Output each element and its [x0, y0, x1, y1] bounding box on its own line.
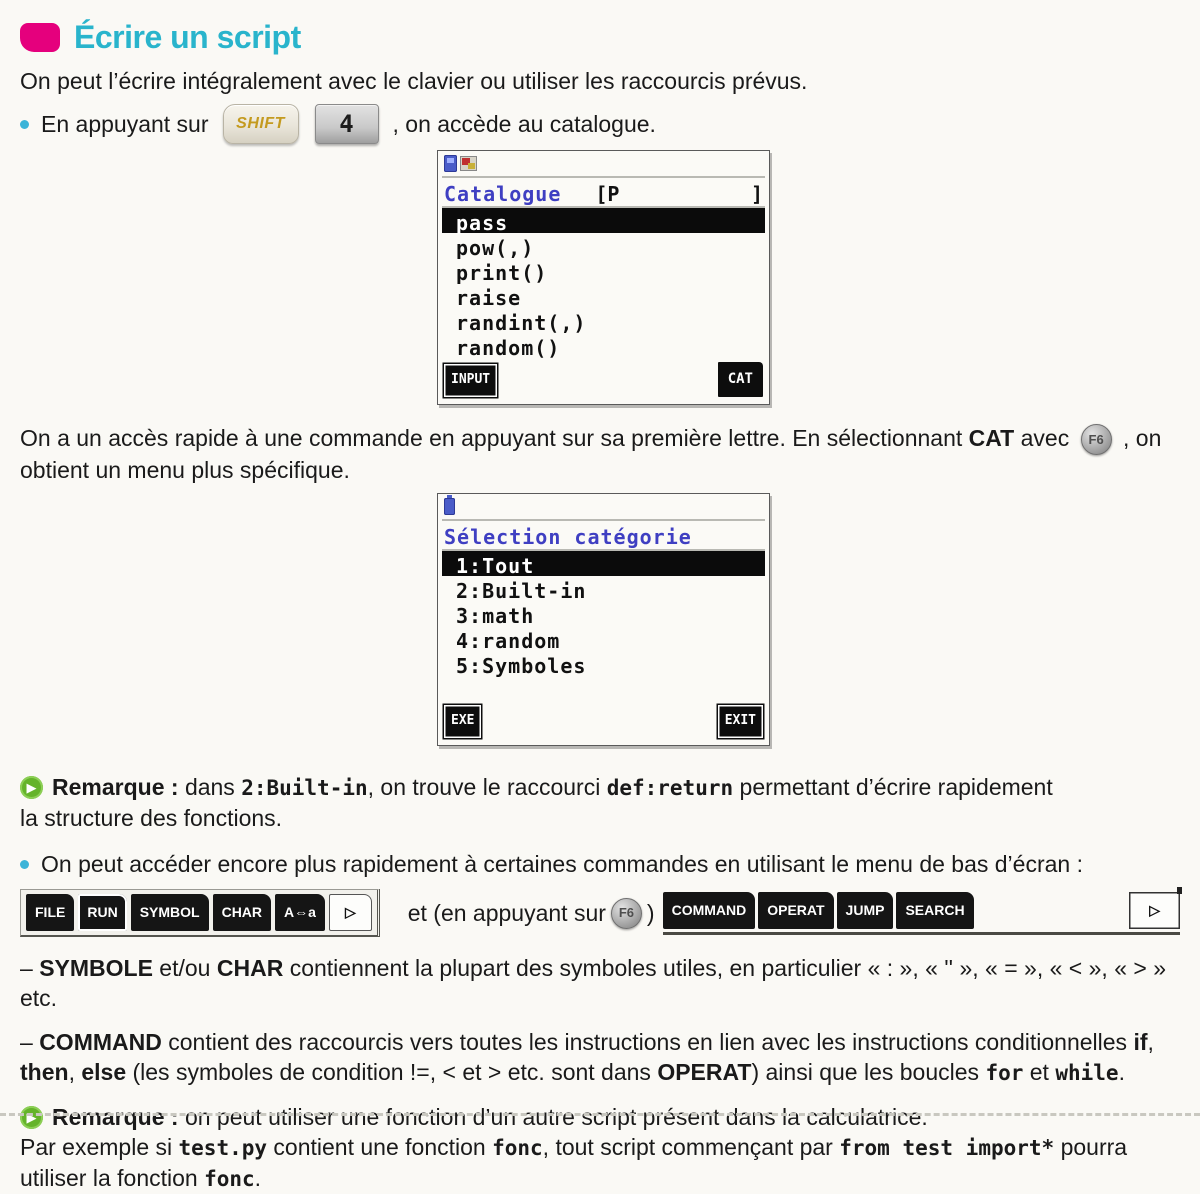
search-tab[interactable]: SEARCH: [896, 892, 973, 929]
remark-builtin: [20, 772, 1180, 803]
exit-softkey[interactable]: EXIT: [718, 705, 763, 738]
magenta-section-marker: [20, 23, 60, 52]
bullet1-text-post: , on accède au catalogue.: [392, 111, 656, 137]
menubar-command-wrap: [663, 892, 1180, 935]
bullet-bottom-menu: [20, 849, 1180, 879]
connector-post: ): [646, 900, 655, 927]
calc2-list-item[interactable]: 2:Built-in: [456, 579, 587, 604]
calc1-title: Catalogue: [444, 182, 562, 206]
calculator-screenshot-catalogue: [437, 150, 770, 405]
calc1-status-bar: [442, 154, 765, 178]
calc2-list-item[interactable]: 3:math: [456, 604, 535, 629]
cyan-bullet-icon: [20, 120, 29, 129]
operat-tab[interactable]: OPERAT: [758, 892, 833, 929]
jump-tab[interactable]: JUMP: [837, 892, 894, 929]
calc2-selected-item[interactable]: 1:Tout: [442, 551, 765, 576]
f6-key[interactable]: F6: [611, 898, 642, 929]
calc2-softkey-bar: [442, 703, 765, 740]
connector-text: [408, 898, 655, 929]
calc1-list-item[interactable]: raise: [456, 286, 522, 310]
symbole-paragraph: – SYMBOLE et/ou CHAR contiennent la plupart des symboles utiles, en particulier « : », « '' », « = », « < », « > » etc.: [20, 955, 1166, 1012]
remark-builtin-text: Remarque : dans 2:Built-in, on trouve le raccourci def:return permettant d’écrire rapidement: [52, 774, 1053, 801]
calc1-list-item[interactable]: random(): [456, 336, 561, 360]
cyan-bullet-icon: [20, 860, 29, 869]
section-heading: [20, 19, 1180, 55]
remark-import: [20, 1102, 1180, 1132]
char-tab[interactable]: CHAR: [213, 894, 271, 931]
remark-import-line2: Par exemple si test.py contient une fonction fonc, tout script commençant par from test import* pourra utiliser la fonction fonc.: [20, 1134, 1128, 1192]
calc2-title-row: [442, 521, 765, 551]
calc1-softkey-bar: [442, 360, 765, 399]
cat-softkey[interactable]: CAT: [718, 362, 763, 397]
calc1-title-row: [442, 178, 765, 208]
calc1-search-prefix: [P: [595, 182, 620, 206]
menubar-command: [663, 892, 974, 929]
calc1-list-item[interactable]: print(): [456, 261, 548, 285]
bullet-shortcut-keys: [20, 104, 1180, 144]
menubar-file: [20, 889, 380, 937]
command-tab[interactable]: COMMAND: [663, 892, 756, 929]
next-page-arrow-icon[interactable]: ▷: [1129, 892, 1180, 929]
remark-arrow-icon: ▶: [20, 1106, 43, 1129]
shift-keycap[interactable]: SHIFT: [223, 104, 299, 144]
f6-key[interactable]: F6: [1081, 424, 1112, 455]
page-title: Écrire un script: [74, 19, 301, 55]
symbol-tab[interactable]: SYMBOL: [131, 894, 209, 931]
run-tab[interactable]: RUN: [78, 894, 126, 931]
case-toggle-tab[interactable]: A⇔a: [275, 894, 325, 931]
bottom-menus-row: [20, 889, 1180, 937]
next-page-arrow-icon[interactable]: ▷: [329, 894, 372, 931]
input-softkey[interactable]: INPUT: [444, 364, 497, 397]
cat-paragraph: [20, 423, 1180, 485]
calc1-list-item[interactable]: pow(,): [456, 236, 535, 260]
cat-paragraph-part1: On a un accès rapide à une commande en appuyant sur sa première lettre. En sélectionnant CAT avec: [20, 425, 1070, 451]
calc2-list-item[interactable]: 4:random: [456, 629, 561, 654]
remark-builtin-line2: la structure des fonctions.: [20, 805, 283, 832]
calculator-screenshot-categories: [437, 493, 770, 746]
calc1-search-bracket-close: ]: [750, 182, 763, 206]
bullet1-text-pre: En appuyant sur: [41, 111, 209, 137]
status-picture-icon: [460, 156, 477, 171]
exe-softkey[interactable]: EXE: [444, 705, 481, 738]
battery-icon: [444, 498, 455, 515]
calc1-list-item[interactable]: randint(,): [456, 311, 587, 335]
file-tab[interactable]: FILE: [26, 894, 74, 931]
remark-import-line1: Remarque : on peut utiliser une fonction d’un autre script présent dans la calculatrice.: [52, 1104, 928, 1131]
command-paragraph: – COMMAND contient des raccourcis vers toutes les instructions en lien avec les instructions conditionnelles if, then, else (les symboles de condition !=, < et > etc. sont dans OPERAT) ainsi que les boucles for et while.: [20, 1029, 1154, 1086]
intro-paragraph: On peut l’écrire intégralement avec le clavier ou utiliser les raccourcis prévus.: [20, 68, 808, 94]
connector-pre: et (en appuyant sur: [407, 900, 606, 927]
python-app-icon: [444, 155, 457, 172]
digit-4-keycap[interactable]: 4: [315, 104, 379, 144]
remark-arrow-icon: ▶: [20, 776, 43, 799]
calc1-selected-item[interactable]: pass: [442, 208, 765, 233]
calc2-title: Sélection catégorie: [444, 525, 692, 550]
cat-paragraph-part2: , on obtient un menu plus spécifique.: [20, 425, 1162, 484]
bullet2-text: On peut accéder encore plus rapidement à certaines commandes en utilisant le menu de bas d’écran :: [41, 851, 1083, 878]
calc2-status-bar: [442, 497, 765, 521]
calc2-list-item[interactable]: 5:Symboles: [456, 654, 587, 679]
